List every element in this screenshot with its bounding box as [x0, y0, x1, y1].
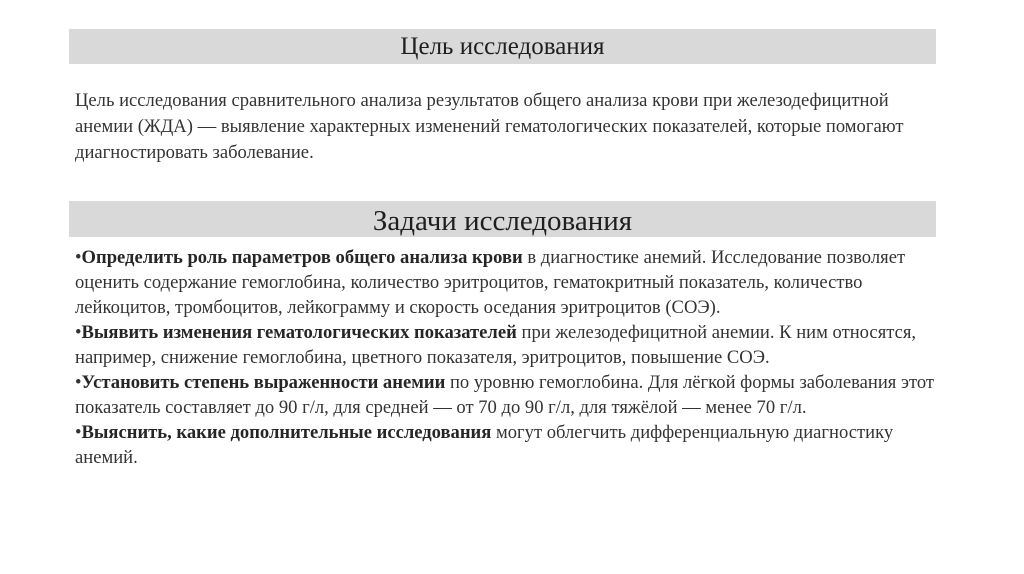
task-bold-text: Определить роль параметров общего анализа крови — [81, 247, 523, 268]
tasks-heading-bar — [69, 201, 936, 237]
goal-heading: Цель исследования — [400, 33, 605, 60]
tasks-heading: Задачи исследования — [372, 205, 633, 237]
goal-heading-bar — [69, 29, 936, 64]
task-text: могут облегчить дифференциальную диагностику анемий. — [75, 422, 894, 468]
bullet: • — [75, 372, 82, 393]
task-text: в диагностике анемий. Исследование позволяет оценить содержание гемоглобина, количество эритроцитов, гематокритный показатель, количество лейкоцитов, тромбоцитов, лейкограмму и скорость оседания эритроцитов (СОЭ). — [75, 247, 906, 318]
task-text: при железодефицитной анемии. К ним относятся, например, снижение гемоглобина, цветного показателя, эритроцитов, повышение СОЭ. — [75, 322, 917, 368]
task-bold-text: Установить степень выраженности анемии — [81, 372, 446, 393]
task-item — [75, 245, 935, 320]
bullet: • — [75, 322, 82, 343]
task-item — [75, 370, 935, 420]
task-bold-text: Выяснить, какие дополнительные исследования — [81, 422, 492, 443]
task-item — [75, 420, 935, 470]
tasks-list — [75, 245, 935, 470]
goal-paragraph: Цель исследования сравнительного анализа результатов общего анализа крови при железодефицитной анемии (ЖДА) — выявление характерных изменений гематологических показателей, которые помогают диагностировать заболевание. — [75, 90, 904, 163]
bullet: • — [75, 422, 82, 443]
bullet: • — [75, 247, 82, 268]
task-bold-text: Выявить изменения гематологических показателей — [81, 322, 517, 343]
task-item — [75, 320, 935, 370]
task-text: по уровню гемоглобина. Для лёгкой формы заболевания этот показатель составляет до 90 г/л, для средней — от 70 до 90 г/л, для тяжёлой — менее 70 г/л. — [75, 372, 935, 418]
